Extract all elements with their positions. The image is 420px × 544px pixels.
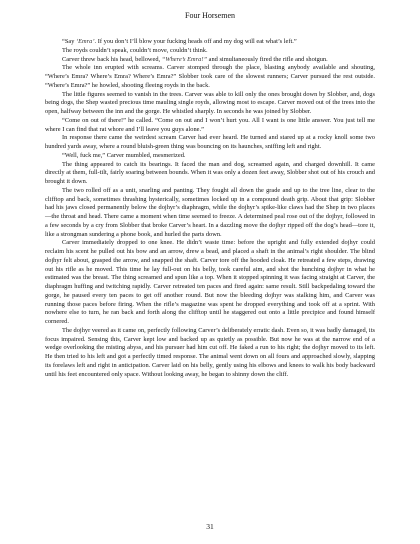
text-run: . If you don’t I’ll blow your fucking heads off and my dog will eat what’s left.”	[94, 38, 297, 45]
paragraph	[45, 64, 375, 90]
text-run: The royds couldn’t speak, couldn’t move, couldn’t think.	[62, 46, 208, 54]
page-number: 31	[206, 522, 214, 531]
text-run: and simultaneously fired the rifle and shotgun.	[207, 55, 328, 63]
emphasis-text: “Where’s Emra!”	[161, 55, 208, 63]
emphasis-text: ‘Emra’	[76, 38, 95, 45]
text-run: The whole inn erupted with screams. Carver stomped through the place, blasting anybody available and shouting, “Where’s Emra? Where’s Emra? Where’s Emra?” Slobber took care of the slowest runners; Carver pursued the rest outside. “Where’s Emra?” he howled, shooting fleeing royds in the back.	[45, 64, 375, 89]
text-run: In response there came the weirdest scream Carver had ever heard. He turned and stared up at a rocky knoll some two hundred yards away, where a round bluish-green thing was bouncing on its haunches, sniffing left and right.	[45, 134, 375, 150]
paragraph	[45, 38, 375, 47]
text-run: “Come on out of there!” he called. “Come on out and I won’t hurt you. All I want is one little answer. You just tell me where I can find that rat whore and I’ll leave you guys alone.”	[45, 116, 375, 133]
paragraph	[45, 47, 375, 56]
running-head: Four Horsemen	[185, 11, 235, 20]
paragraph	[45, 117, 375, 135]
paragraph	[45, 152, 375, 161]
body-text	[45, 38, 375, 379]
paragraph	[45, 187, 375, 240]
text-run: Carver threw back his head, bellowed,	[62, 55, 162, 63]
text-run: Carver immediately dropped to one knee. He didn’t waste time: before the upright and fully extended dojhyr could reclaim his scent he pulled out his bow and an arrow, drew a bead, and placed a shaft in the animal’s right shoulder. The blind dojhyr felt about, grasped the arrow, and snapped the shaft. Carver tore off the hooded cloak. He retreated a few steps, drawing out his rifle as he moved. This time he lay full-out on his belly, took careful aim, and shot the hunching dojhyr in what he estimated was the breast. The thing screamed and spun like a top. When it stopped spinning it was facing straight at Carver, the diaphragm huffing and twitching rapidly. Carver retreated ten paces and fired again: same result. Still backpedaling toward the gorge, he paused every ten paces to get off another round. But now the bleeding dojhyr was stalking him, and Carver was running those paces before firing. When the rifle’s magazine was spent he dropped everything and took off at a sprint. With nowhere else to turn, he ran back and forth along the clifftop until he staggered out onto a little precipice and found himself cornered.	[45, 239, 375, 325]
text-run: “Say	[62, 38, 77, 45]
text-run: “Well, fuck me,” Carver mumbled, mesmerized.	[62, 151, 186, 159]
paragraph	[45, 91, 375, 117]
text-run: The two rolled off as a unit, snarling and panting. They fought all down the grade and up to the tree line, clear to the clifftop and back, sometimes thrashing hysterically, sometimes locked up in a compound death grip. About that grip: Slobber had his jaws closed permanently below the dojhyr’s diaphragm, while the dojhyr’s spike-like claws had the Shep in two places—the throat and head. There came a moment when time seemed to freeze. A determined peal rose out of the dojhyr, followed in a few seconds by a cry from Slobber that broke Carver’s heart. In a dazzling move the dojhyr ripped off the dog’s head—tore it, like a strongman sundering a phone book, and hurled the parts down.	[45, 186, 375, 238]
text-run: The thing appeared to catch its bearings. It faced the man and dog, screamed again, and charged downhill. It came directly at them, full-tilt, fairly soaring between bounds. When it was only a dozen feet away, Slobber shot out of his crouch and brought it down.	[45, 160, 375, 185]
paragraph	[45, 161, 375, 187]
paragraph	[45, 56, 375, 65]
paragraph	[45, 327, 375, 380]
paragraph	[45, 134, 375, 152]
paragraph	[45, 239, 375, 327]
text-run: The dojhyr veered as it came on, perfectly following Carver’s deliberately erratic dash. Even so, it was badly damaged, its focus impaired. Sensing this, Carver kept low and backed up as quietly as possible. But now he was at the narrow end of a wedge overlooking the misting abyss, and his pursuer had him cut off. He faked a run to his right; the dojhyr moved to its left. He then tried to his left and got a perfectly timed response. The animal went down on all fours and approached slowly, slapping its forelaws left and right in anticipation. Carver laid on his belly, gently using his elbows and knees to walk his body backward until his feet encountered only space. Without looking away, he began to shinny down the cliff.	[45, 326, 375, 378]
text-run: The little figures seemed to vanish in the trees. Carver was able to kill only the ones brought down by Slobber, and, dogs being dogs, the Shep wasted precious time mauling single royds, allowing most to escape. Carver moved out of the trees into the open, halfway between the inn and the gorge. He whistled sharply. In seconds he was joined by Slobber.	[45, 90, 375, 115]
